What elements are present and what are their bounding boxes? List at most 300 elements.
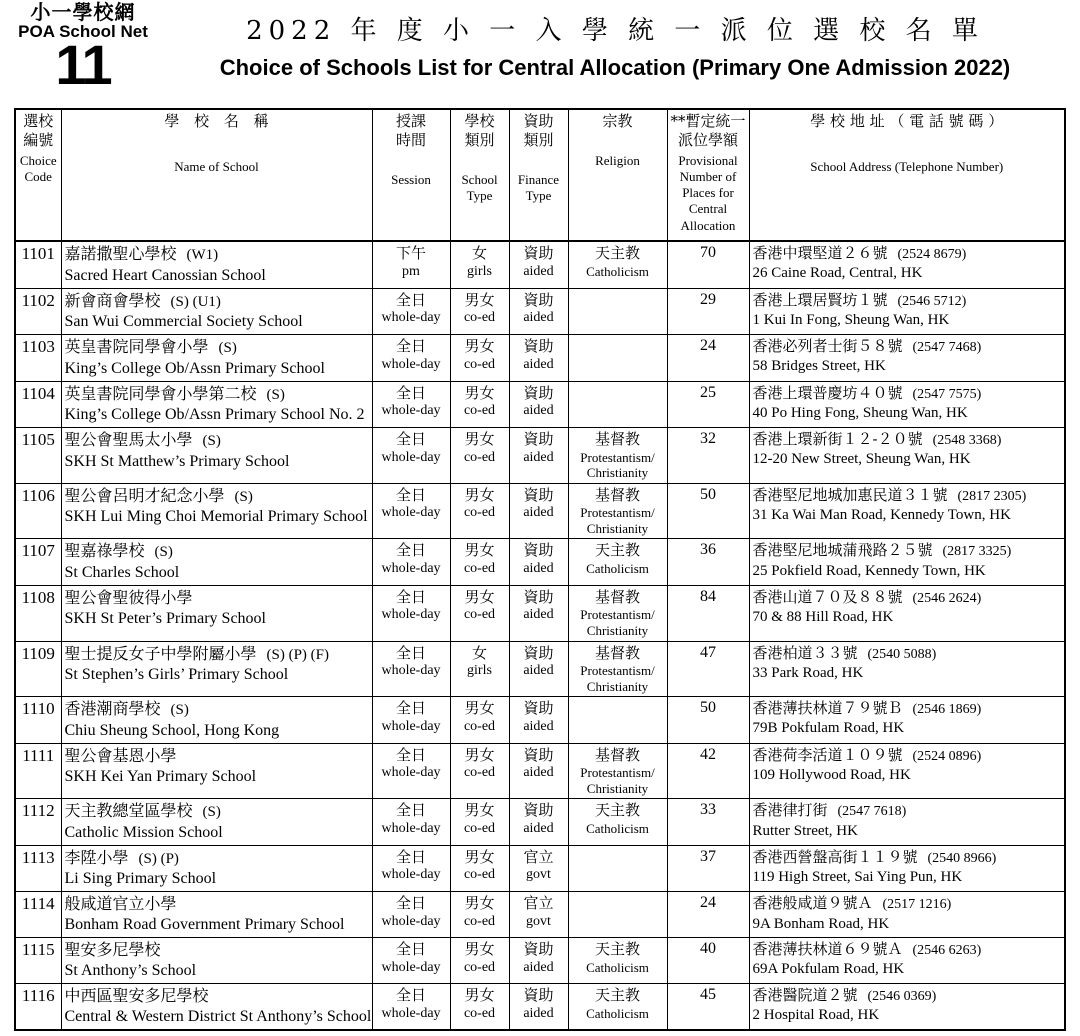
finance-type-chinese: 資助 bbox=[523, 290, 554, 309]
session-english: whole-day bbox=[381, 403, 441, 418]
cell-religion bbox=[568, 335, 667, 382]
cell-school-name bbox=[61, 539, 372, 586]
cell-school-type bbox=[450, 335, 509, 382]
cell-school-address bbox=[749, 585, 1065, 641]
address-chinese: 香港荷李活道１０９號 (2524 0896) bbox=[752, 745, 982, 764]
cell-choice-code: 1104 bbox=[15, 381, 61, 428]
cell-religion bbox=[568, 641, 667, 697]
cell-school-name bbox=[61, 938, 372, 984]
table-header-row bbox=[15, 109, 1065, 241]
cell-school-name bbox=[61, 697, 372, 744]
telephone-number: (2546 1869) bbox=[912, 702, 982, 718]
school-name-chinese: 聖安多尼學校 bbox=[64, 940, 161, 960]
session-chinese: 全日 bbox=[395, 383, 426, 402]
school-name-english: Chiu Sheung School, Hong Kong bbox=[64, 721, 280, 739]
address-chinese: 香港上環居賢坊１號 (2546 5712) bbox=[752, 290, 967, 309]
session-english: whole-day bbox=[381, 959, 441, 975]
school-name-english: Bonham Road Government Primary School bbox=[64, 916, 345, 934]
school-type-english: co-ed bbox=[463, 505, 496, 521]
cell-school-address bbox=[749, 483, 1065, 539]
cell-religion bbox=[568, 743, 667, 799]
cell-choice-code: 1102 bbox=[15, 288, 61, 335]
table-row bbox=[15, 938, 1065, 984]
school-name-suffix: (S) (U1) bbox=[170, 293, 221, 310]
address-english: 1 Kui In Fong, Sheung Wan, HK bbox=[752, 311, 950, 328]
cell-school-name bbox=[61, 799, 372, 846]
cell-finance-type bbox=[509, 845, 568, 892]
address-english: 9A Bonham Road, HK bbox=[752, 915, 890, 932]
address-english: 2 Hospital Road, HK bbox=[752, 1007, 880, 1024]
address-chinese: 香港中環堅道２６號 (2524 8679) bbox=[752, 244, 967, 262]
school-type-english: co-ed bbox=[463, 913, 496, 929]
school-name-english: SKH St Peter’s Primary School bbox=[64, 609, 266, 627]
table-row bbox=[15, 428, 1065, 484]
session-chinese: 全日 bbox=[395, 847, 426, 866]
session-chinese: 全日 bbox=[395, 643, 426, 662]
cell-places: 84 bbox=[667, 585, 749, 641]
cell-religion bbox=[568, 539, 667, 586]
session-chinese: 全日 bbox=[395, 699, 426, 718]
cell-places: 45 bbox=[667, 984, 749, 1030]
cell-finance-type bbox=[509, 241, 568, 288]
cell-school-type bbox=[450, 845, 509, 892]
telephone-number: (2524 8679) bbox=[897, 247, 967, 262]
cell-session bbox=[372, 641, 450, 697]
religion-english: Catholicism bbox=[586, 959, 649, 975]
school-name-english: Central & Western District St Anthony’s School bbox=[64, 1007, 372, 1025]
finance-type-english: aided bbox=[523, 959, 554, 975]
cell-choice-code: 1110 bbox=[15, 697, 61, 744]
school-name-english: Catholic Mission School bbox=[64, 823, 223, 841]
cell-school-type bbox=[450, 892, 509, 938]
address-chinese: 香港柏道３３號 (2540 5088) bbox=[752, 643, 937, 662]
finance-type-chinese: 官立 bbox=[523, 894, 554, 913]
page-title-english: Choice of Schools List for Central Allocation (Primary One Admission 2022) bbox=[219, 55, 1011, 80]
session-chinese: 全日 bbox=[395, 894, 426, 913]
religion-chinese: 天主教 bbox=[594, 986, 640, 1005]
header-en-line2: Type bbox=[466, 187, 493, 203]
address-english: 25 Pokfield Road, Kennedy Town, HK bbox=[752, 562, 986, 579]
religion-english: Protestantism/ Christianity bbox=[580, 663, 655, 694]
telephone-number: (2540 8966) bbox=[927, 850, 997, 866]
cell-session bbox=[372, 539, 450, 586]
religion-english: Protestantism/ Christianity bbox=[580, 765, 655, 796]
cell-school-type bbox=[450, 585, 509, 641]
finance-type-chinese: 資助 bbox=[523, 745, 554, 764]
telephone-number: (2546 5712) bbox=[897, 293, 967, 309]
address-chinese: 香港堅尼地城蒲飛路２５號 (2817 3325) bbox=[752, 541, 1012, 560]
table-row bbox=[15, 539, 1065, 586]
finance-type-english: aided bbox=[523, 560, 554, 576]
cell-school-type bbox=[450, 641, 509, 697]
column-header-religion bbox=[568, 109, 667, 241]
religion-english: Catholicism bbox=[586, 1005, 649, 1021]
logo-english-label: POA School Net bbox=[18, 22, 148, 41]
school-name-chinese: 聖公會呂明才紀念小學 (S) bbox=[64, 485, 253, 505]
school-name-chinese: 中西區聖安多尼學校 bbox=[64, 986, 209, 1006]
header-cn-line2: 時間 bbox=[395, 130, 426, 149]
finance-type-english: govt bbox=[526, 867, 551, 883]
school-name-chinese: 聖士提反女子中學附屬小學 (S) (P) (F) bbox=[64, 643, 330, 663]
school-name-english: SKH Lui Ming Choi Memorial Primary School bbox=[64, 508, 368, 526]
cell-session bbox=[372, 799, 450, 846]
finance-type-english: govt bbox=[526, 913, 551, 929]
cell-school-type bbox=[450, 539, 509, 586]
column-header-finance-type bbox=[509, 109, 568, 241]
school-type-english: co-ed bbox=[463, 1005, 496, 1021]
school-type-chinese: 男女 bbox=[464, 699, 495, 718]
finance-type-chinese: 資助 bbox=[523, 541, 554, 560]
cell-choice-code: 1109 bbox=[15, 641, 61, 697]
finance-type-english: aided bbox=[523, 663, 554, 679]
school-type-chinese: 男女 bbox=[464, 986, 495, 1005]
school-name-chinese: 香港潮商學校 (S) bbox=[64, 699, 189, 719]
cell-finance-type bbox=[509, 938, 568, 984]
cell-places: 33 bbox=[667, 799, 749, 846]
address-english: 26 Caine Road, Central, HK bbox=[752, 265, 923, 282]
header-en-line1: Finance bbox=[517, 171, 560, 187]
header-cn-line1: 授課 bbox=[395, 112, 426, 130]
header-en-line2: Code bbox=[24, 168, 52, 184]
finance-type-english: aided bbox=[523, 505, 554, 521]
school-name-suffix: (S) (P) bbox=[138, 850, 179, 867]
session-chinese: 全日 bbox=[395, 745, 426, 764]
session-english: whole-day bbox=[381, 560, 441, 576]
session-english: whole-day bbox=[381, 607, 441, 623]
cell-places: 47 bbox=[667, 641, 749, 697]
school-name-english: SKH St Matthew’s Primary School bbox=[64, 452, 290, 470]
cell-school-type bbox=[450, 743, 509, 799]
telephone-number: (2817 2305) bbox=[957, 488, 1027, 504]
school-type-english: girls bbox=[467, 263, 492, 279]
session-english: whole-day bbox=[381, 310, 441, 325]
address-english: Rutter Street, HK bbox=[752, 822, 858, 839]
telephone-number: (2546 2624) bbox=[912, 590, 982, 606]
finance-type-english: aided bbox=[523, 310, 554, 325]
table-row bbox=[15, 892, 1065, 938]
school-type-chinese: 男女 bbox=[464, 430, 495, 448]
column-header-session bbox=[372, 109, 450, 241]
religion-chinese: 基督教 bbox=[594, 587, 640, 606]
cell-school-name bbox=[61, 381, 372, 428]
religion-chinese: 基督教 bbox=[594, 745, 640, 764]
cell-choice-code: 1114 bbox=[15, 892, 61, 938]
cell-finance-type bbox=[509, 539, 568, 586]
table-body bbox=[15, 241, 1065, 1030]
session-chinese: 全日 bbox=[395, 541, 426, 560]
cell-session bbox=[372, 241, 450, 288]
address-english: 70 & 88 Hill Road, HK bbox=[752, 609, 894, 626]
cell-school-address bbox=[749, 428, 1065, 484]
cell-places: 70 bbox=[667, 241, 749, 288]
session-english: whole-day bbox=[381, 913, 441, 929]
address-chinese: 香港山道７０及８８號 (2546 2624) bbox=[752, 587, 982, 606]
table-row bbox=[15, 335, 1065, 382]
address-english: 40 Po Hing Fong, Sheung Wan, HK bbox=[752, 404, 968, 421]
school-type-chinese: 男女 bbox=[464, 337, 495, 355]
header-cn-line1: 學 校 名 稱 bbox=[164, 112, 274, 130]
finance-type-english: aided bbox=[523, 263, 554, 279]
school-type-chinese: 男女 bbox=[464, 940, 495, 959]
finance-type-chinese: 資助 bbox=[523, 485, 554, 504]
school-type-chinese: 男女 bbox=[464, 485, 495, 504]
session-english: whole-day bbox=[381, 505, 441, 521]
cell-finance-type bbox=[509, 428, 568, 484]
header-en-line1: Name of School bbox=[174, 158, 259, 174]
finance-type-chinese: 資助 bbox=[523, 244, 554, 262]
address-chinese: 香港醫院道２號 (2546 0369) bbox=[752, 986, 937, 1005]
cell-religion bbox=[568, 984, 667, 1030]
cell-finance-type bbox=[509, 381, 568, 428]
session-english: whole-day bbox=[381, 765, 441, 781]
session-chinese: 全日 bbox=[395, 587, 426, 606]
cell-choice-code: 1107 bbox=[15, 539, 61, 586]
religion-chinese: 天主教 bbox=[594, 801, 640, 820]
column-header-school-type bbox=[450, 109, 509, 241]
header-cn-line1: 選校 bbox=[23, 112, 54, 130]
school-name-chinese: 嘉諾撒聖心學校 (W1) bbox=[64, 244, 219, 263]
cell-religion bbox=[568, 483, 667, 539]
header-cn-line1: 學 校 地 址 （ 電 話 號 碼 ） bbox=[810, 112, 1004, 130]
telephone-number: (2547 7618) bbox=[837, 804, 907, 820]
cell-finance-type bbox=[509, 335, 568, 382]
school-name-chinese: 聖公會基恩小學 bbox=[64, 745, 177, 765]
choice-of-schools-table bbox=[14, 108, 1066, 1031]
cell-session bbox=[372, 892, 450, 938]
finance-type-english: aided bbox=[523, 403, 554, 418]
religion-english: Protestantism/ Christianity bbox=[580, 449, 655, 481]
address-chinese: 香港西營盤高街１１９號 (2540 8966) bbox=[752, 847, 997, 866]
cell-finance-type bbox=[509, 288, 568, 335]
cell-school-address bbox=[749, 381, 1065, 428]
address-chinese: 香港必列者士街５８號 (2547 7468) bbox=[752, 337, 982, 355]
cell-session bbox=[372, 938, 450, 984]
document-header bbox=[0, 0, 1080, 100]
school-name-english: St Charles School bbox=[64, 563, 180, 581]
school-name-chinese: 聖公會聖馬太小學 (S) bbox=[64, 430, 221, 449]
address-english: 109 Hollywood Road, HK bbox=[752, 766, 911, 783]
telephone-number: (2817 3325) bbox=[942, 544, 1012, 560]
session-chinese: 全日 bbox=[395, 337, 426, 355]
school-type-english: co-ed bbox=[463, 959, 496, 975]
address-english: 33 Park Road, HK bbox=[752, 664, 864, 681]
telephone-number: (2547 7575) bbox=[912, 386, 982, 402]
cell-session bbox=[372, 288, 450, 335]
cell-school-name bbox=[61, 984, 372, 1030]
cell-school-name bbox=[61, 241, 372, 288]
religion-english: Catholicism bbox=[586, 560, 649, 576]
religion-chinese: 基督教 bbox=[594, 430, 640, 448]
cell-places: 25 bbox=[667, 381, 749, 428]
cell-places: 32 bbox=[667, 428, 749, 484]
cell-school-address bbox=[749, 799, 1065, 846]
session-chinese: 全日 bbox=[395, 801, 426, 820]
session-english: whole-day bbox=[381, 356, 441, 372]
session-english: whole-day bbox=[381, 820, 441, 836]
school-name-suffix: (S) bbox=[202, 804, 221, 821]
school-type-english: co-ed bbox=[463, 403, 496, 418]
cell-school-type bbox=[450, 288, 509, 335]
address-english: 119 High Street, Sai Ying Pun, HK bbox=[752, 869, 963, 886]
header-cn-line1: 宗教 bbox=[602, 112, 633, 130]
cell-school-address bbox=[749, 641, 1065, 697]
header-en-line2: Type bbox=[525, 187, 552, 203]
school-name-english: Li Sing Primary School bbox=[64, 870, 217, 888]
finance-type-chinese: 資助 bbox=[523, 643, 554, 662]
cell-session bbox=[372, 428, 450, 484]
header-en-line5: Allocation bbox=[680, 217, 736, 233]
school-net-number: 11 bbox=[55, 33, 111, 96]
column-header-places-for-central-allocation bbox=[667, 109, 749, 241]
header-cn-line2: 編號 bbox=[23, 130, 54, 149]
school-name-suffix: (S) bbox=[202, 433, 221, 449]
school-type-english: co-ed bbox=[463, 560, 496, 576]
school-type-chinese: 男女 bbox=[464, 894, 495, 913]
address-chinese: 香港薄扶林道６９號Ａ (2546 6263) bbox=[752, 940, 982, 959]
address-english: 31 Ka Wai Man Road, Kennedy Town, HK bbox=[752, 506, 1011, 523]
cell-school-address bbox=[749, 241, 1065, 288]
cell-session bbox=[372, 984, 450, 1030]
cell-choice-code: 1112 bbox=[15, 799, 61, 846]
cell-school-name bbox=[61, 641, 372, 697]
table-row bbox=[15, 585, 1065, 641]
cell-religion bbox=[568, 892, 667, 938]
cell-finance-type bbox=[509, 892, 568, 938]
school-name-english: San Wui Commercial Society School bbox=[64, 313, 303, 330]
session-english: whole-day bbox=[381, 867, 441, 883]
cell-session bbox=[372, 697, 450, 744]
address-english: 58 Bridges Street, HK bbox=[752, 358, 886, 375]
school-name-chinese: 聖嘉祿學校 (S) bbox=[64, 541, 173, 561]
session-english: whole-day bbox=[381, 718, 441, 734]
session-english: whole-day bbox=[381, 449, 441, 465]
header-cn-line1: 學校 bbox=[464, 112, 495, 130]
finance-type-english: aided bbox=[523, 356, 554, 372]
school-name-suffix: (W1) bbox=[186, 247, 219, 263]
header-en-line1: Provisional bbox=[678, 152, 738, 168]
session-chinese: 全日 bbox=[395, 430, 426, 448]
cell-school-name bbox=[61, 585, 372, 641]
cell-session bbox=[372, 845, 450, 892]
table-row bbox=[15, 641, 1065, 697]
cell-religion bbox=[568, 845, 667, 892]
address-english: 79B Pokfulam Road, HK bbox=[752, 720, 905, 737]
school-type-english: co-ed bbox=[463, 449, 496, 465]
cell-choice-code: 1106 bbox=[15, 483, 61, 539]
school-type-english: co-ed bbox=[463, 607, 496, 623]
school-name-english: Sacred Heart Canossian School bbox=[64, 266, 266, 284]
cell-school-name bbox=[61, 845, 372, 892]
cell-choice-code: 1108 bbox=[15, 585, 61, 641]
poa-school-net-logo bbox=[8, 0, 158, 96]
cell-school-type bbox=[450, 938, 509, 984]
table-row bbox=[15, 288, 1065, 335]
school-name-suffix: (S) bbox=[154, 544, 173, 561]
school-name-chinese: 李陞小學 (S) (P) bbox=[64, 847, 179, 867]
school-name-english: King’s College Ob/Assn Primary School bbox=[64, 359, 325, 377]
cell-places: 24 bbox=[667, 335, 749, 382]
cell-school-address bbox=[749, 845, 1065, 892]
document-titles bbox=[160, 10, 1070, 81]
school-type-chinese: 男女 bbox=[464, 383, 495, 402]
session-english: pm bbox=[402, 263, 420, 279]
session-chinese: 下午 bbox=[395, 244, 426, 262]
column-header-choice-code bbox=[15, 109, 61, 241]
cell-religion bbox=[568, 697, 667, 744]
cell-places: 36 bbox=[667, 539, 749, 586]
telephone-number: (2547 7468) bbox=[912, 340, 982, 355]
cell-choice-code: 1113 bbox=[15, 845, 61, 892]
cell-finance-type bbox=[509, 799, 568, 846]
finance-type-english: aided bbox=[523, 820, 554, 836]
table-row bbox=[15, 483, 1065, 539]
header-en-line4: Central bbox=[688, 201, 728, 217]
school-name-chinese: 般咸道官立小學 bbox=[64, 894, 177, 914]
finance-type-english: aided bbox=[523, 718, 554, 734]
cell-religion bbox=[568, 938, 667, 984]
cell-choice-code: 1101 bbox=[15, 241, 61, 288]
cell-places: 37 bbox=[667, 845, 749, 892]
finance-type-english: aided bbox=[523, 607, 554, 623]
cell-choice-code: 1116 bbox=[15, 984, 61, 1030]
column-header-school-address bbox=[749, 109, 1065, 241]
school-name-chinese: 新會商會學校 (S) (U1) bbox=[64, 290, 221, 310]
school-name-english: King’s College Ob/Assn Primary School No. 2 bbox=[64, 406, 365, 423]
cell-finance-type bbox=[509, 483, 568, 539]
table-row bbox=[15, 241, 1065, 288]
cell-finance-type bbox=[509, 641, 568, 697]
cell-places: 50 bbox=[667, 697, 749, 744]
finance-type-english: aided bbox=[523, 1005, 554, 1021]
school-name-english: SKH Kei Yan Primary School bbox=[64, 767, 257, 785]
session-english: whole-day bbox=[381, 1005, 441, 1021]
cell-school-address bbox=[749, 984, 1065, 1030]
table-row bbox=[15, 799, 1065, 846]
school-type-chinese: 男女 bbox=[464, 541, 495, 560]
table-row bbox=[15, 381, 1065, 428]
finance-type-chinese: 資助 bbox=[523, 337, 554, 355]
session-english: whole-day bbox=[381, 663, 441, 679]
cell-school-address bbox=[749, 743, 1065, 799]
religion-chinese: 基督教 bbox=[594, 643, 640, 662]
session-chinese: 全日 bbox=[395, 485, 426, 504]
cell-school-name bbox=[61, 743, 372, 799]
religion-chinese: 天主教 bbox=[594, 940, 640, 959]
cell-school-type bbox=[450, 984, 509, 1030]
cell-places: 29 bbox=[667, 288, 749, 335]
header-en-line2: Number of bbox=[679, 168, 737, 184]
finance-type-english: aided bbox=[523, 449, 554, 465]
telephone-number: (2524 0896) bbox=[912, 748, 982, 764]
address-english: 69A Pokfulam Road, HK bbox=[752, 961, 905, 978]
school-name-suffix: (S) (P) (F) bbox=[266, 646, 330, 663]
header-cn-line1: **暫定統一 bbox=[670, 112, 746, 130]
cell-session bbox=[372, 381, 450, 428]
finance-type-chinese: 資助 bbox=[523, 986, 554, 1005]
school-type-english: co-ed bbox=[463, 310, 496, 325]
cell-school-address bbox=[749, 892, 1065, 938]
cell-finance-type bbox=[509, 585, 568, 641]
table-row bbox=[15, 697, 1065, 744]
cell-school-name bbox=[61, 428, 372, 484]
header-cn-line2: 派位學額 bbox=[677, 130, 738, 149]
school-name-suffix: (S) bbox=[234, 488, 253, 505]
telephone-number: (2540 5088) bbox=[867, 646, 937, 662]
cell-finance-type bbox=[509, 743, 568, 799]
header-cn-line2: 類別 bbox=[523, 130, 554, 149]
finance-type-chinese: 資助 bbox=[523, 383, 554, 402]
school-name-chinese: 聖公會聖彼得小學 bbox=[64, 587, 193, 607]
